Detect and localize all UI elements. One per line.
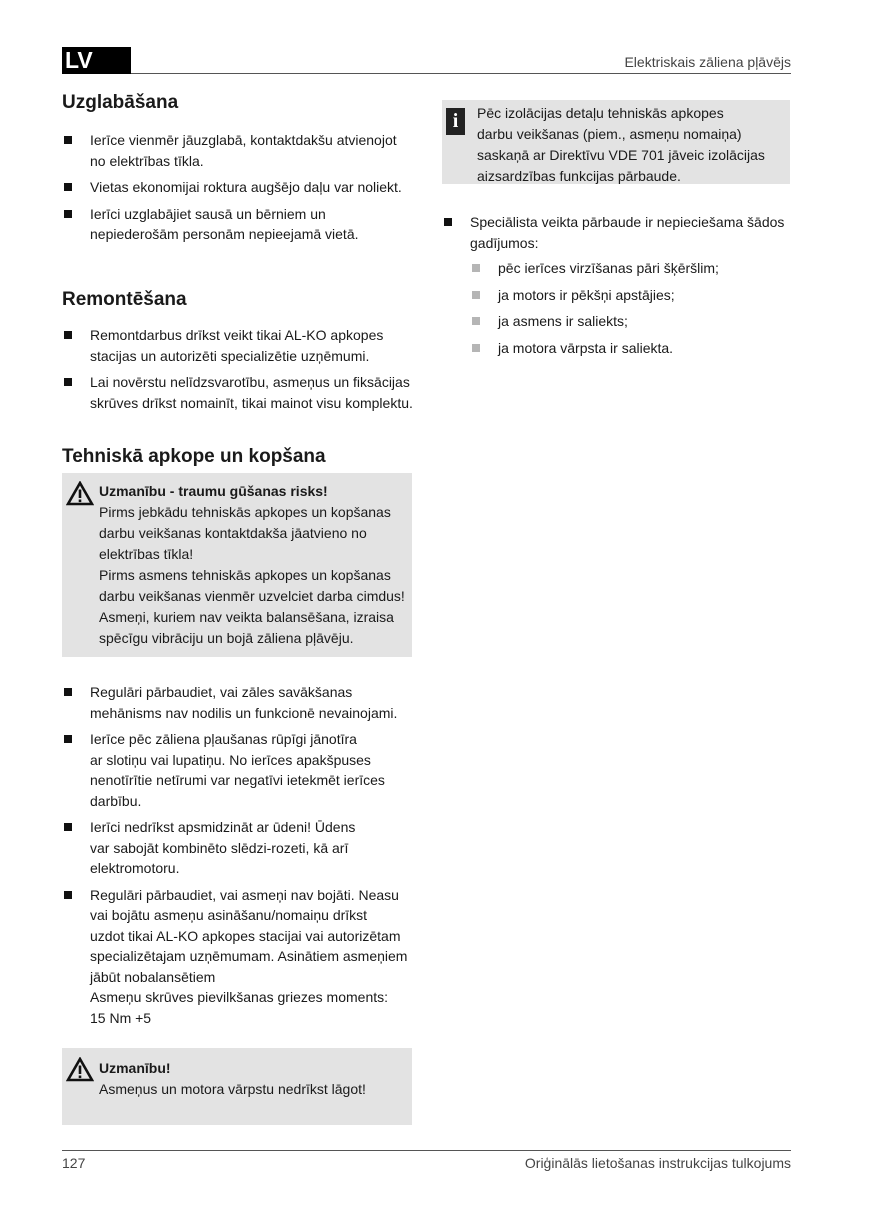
bullet-square-icon [64, 823, 72, 831]
storage-list [62, 130, 422, 251]
warning-text: Uzmanību - traumu gūšanas risks! Pirms jebkādu tehniskās apkopes un kopšanas darbu veikšanas kontaktdakša jāatvieno no elektrības tīkla! Pirms asmens tehniskās apkopes un kopšanas darbu veikšanas vienmēr uzvelciet darba cimdus! Asmeņi, kuriem nav veikta balansēšana, izraisa spēcīgu vibrāciju un bojā zāliena pļāvēju. [99, 481, 411, 649]
list-item: Regulāri pārbaudiet, vai zāles savākšanas mehānisms nav nodilis un funkcionē nevainojami. [62, 682, 422, 723]
warning-triangle-icon [66, 481, 94, 506]
sub-list-item: ja motora vārpsta ir saliekta. [470, 338, 792, 359]
bullet-square-icon [472, 264, 480, 272]
info-text: Pēc izolācijas detaļu tehniskās apkopes darbu veikšanas (piem., asmeņu nomaiņa) saskaņā ar Direktīvu VDE 701 jāveic izolācijas aizsardzības funkcijas pārbaude. [477, 105, 765, 184]
bullet-square-icon [472, 344, 480, 352]
bullet-square-icon [64, 378, 72, 386]
warning-text-2: Uzmanību! Asmeņus un motora vārpstu nedrīkst lāgot! [99, 1058, 411, 1100]
bullet-square-icon [444, 218, 452, 226]
bullet-square-icon [64, 735, 72, 743]
bullet-square-icon [64, 136, 72, 144]
sub-list-item: ja asmens ir saliekts; [470, 311, 792, 332]
bullet-square-icon [472, 291, 480, 299]
list-item: Ierīce pēc zāliena pļaušanas rūpīgi jānotīra ar slotiņu vai lupatiņu. No ierīces apakšpuses nenotīrītie netīrumi var negatīvi ietekmēt ierīces darbību. [62, 729, 422, 811]
repair-list [62, 325, 422, 419]
maintenance-list [62, 682, 422, 1034]
inspection-list [442, 212, 792, 364]
bullet-square-icon [64, 210, 72, 218]
list-item: Lai novērstu nelīdzsvarotību, asmeņus un fiksācijas skrūves drīkst nomainīt, tikai mainot visu komplektu. [62, 372, 422, 413]
language-tag: LV [62, 47, 131, 74]
bullet-square-icon [64, 183, 72, 191]
header-title: Elektriskais zāliena pļāvējs [624, 54, 791, 70]
heading-repair: Remontēšana [62, 289, 187, 310]
bullet-square-icon [64, 688, 72, 696]
list-item: Ierīci uzglabājiet sausā un bērniem un nepiederošām personām nepieejamā vietā. [62, 204, 422, 245]
list-item: Vietas ekonomijai roktura augšējo daļu var noliekt. [62, 177, 422, 198]
bullet-square-icon [64, 891, 72, 899]
list-item: Speciālista veikta pārbaude ir nepieciešama šādos gadījumos: pēc ierīces virzīšanas pāri šķēršlim; ja motors ir pēkšņi apstājies; ja asmens ir saliekts; ja motora vārpsta ir saliekta. [442, 212, 792, 358]
warning-title: Uzmanību! [99, 1060, 171, 1076]
footer-title: Oriģinālās lietošanas instrukcijas tulkojums [524, 1155, 791, 1171]
heading-maintenance: Tehniskā apkope un kopšana [62, 446, 326, 467]
info-icon: i [446, 108, 465, 135]
inspection-sub-list [470, 258, 792, 358]
header-divider [131, 73, 791, 74]
sub-list-item: pēc ierīces virzīšanas pāri šķēršlim; [470, 258, 792, 279]
sub-list-item: ja motors ir pēkšņi apstājies; [470, 285, 792, 306]
footer-divider [62, 1150, 791, 1151]
list-item: Ierīce vienmēr jāuzglabā, kontaktdakšu atvienojot no elektrības tīkla. [62, 130, 422, 171]
warning-triangle-icon [66, 1057, 94, 1082]
page-number: 127 [62, 1155, 86, 1171]
warning-title: Uzmanību - traumu gūšanas risks! [99, 483, 328, 499]
bullet-square-icon [64, 331, 72, 339]
list-item: Remontdarbus drīkst veikt tikai AL-KO apkopes stacijas un autorizēti specializētie uzņēmumi. [62, 325, 422, 366]
bullet-square-icon [472, 317, 480, 325]
list-item: Regulāri pārbaudiet, vai asmeņi nav bojāti. Neasu vai bojātu asmeņu asināšanu/nomaiņu drīkst uzdot tikai AL-KO apkopes stacijai vai autorizētam specializētajam uzņēmumam. Asinātiem asmeņiem jābūt nobalansētiem Asmeņu skrūves pievilkšanas griezes moments: 15 Nm +5 [62, 885, 422, 1029]
heading-storage: Uzglabāšana [62, 92, 179, 113]
list-item: Ierīci nedrīkst apsmidzināt ar ūdeni! Ūdens var sabojāt kombinēto slēdzi-rozeti, kā arī elektromotoru. [62, 817, 422, 879]
